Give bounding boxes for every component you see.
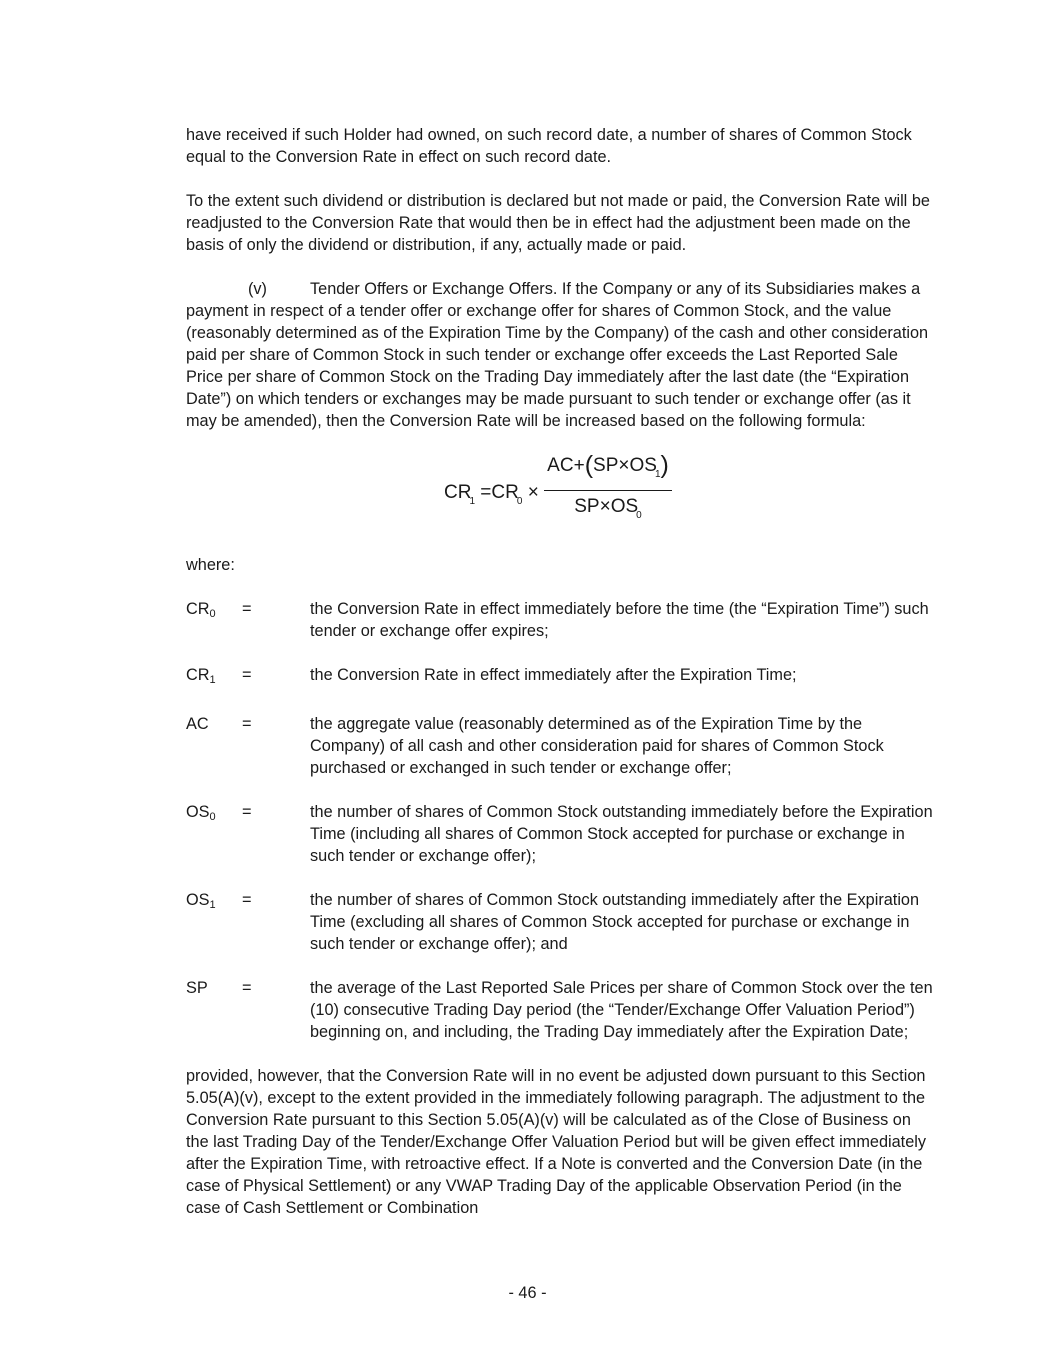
definition-term bbox=[186, 977, 242, 1043]
term-text: AC bbox=[186, 715, 209, 733]
clause-marker: (v) bbox=[248, 280, 267, 298]
term-sub: 0 bbox=[209, 608, 216, 620]
page-number: - 46 - bbox=[508, 1284, 547, 1302]
formula-fraction bbox=[543, 451, 673, 527]
term-text: CR bbox=[186, 600, 210, 618]
num-ac: AC bbox=[547, 455, 574, 476]
term-text: CR bbox=[186, 666, 210, 684]
term-text: OS bbox=[186, 803, 210, 821]
definition-item bbox=[186, 664, 934, 691]
definition-description: the aggregate value (reasonably determined as of the Expiration Time by the Company) of all cash and other consideration paid for shares of Common Stock purchased or exchanged in such tender or exchange offer; bbox=[310, 715, 884, 777]
formula-lhs bbox=[444, 482, 539, 513]
paragraph-tender-offers bbox=[186, 278, 934, 432]
paragraph-proviso: provided, however, that the Conversion Rate will in no event be adjusted down pursuant to this Section 5.05(A)(v), except to the extent provided in the immediately following paragraph. The adjustment to the Conversion Rate pursuant to this Section 5.05(A)(v) will be calculated as of the Close of Business on the last Trading Day of the Tender/Exchange Offer Valuation Period but will be given effect immediately after the Expiration Time, with retroactive effect. If a Note is converted and the Conversion Date (in the case of Physical Settlement) or any VWAP Trading Day of the applicable Observation Period (in the case of Cash Settlement or Combination bbox=[186, 1067, 927, 1217]
formula-denominator bbox=[543, 491, 673, 527]
definitions-list bbox=[186, 598, 934, 1043]
formula-equals: = bbox=[480, 482, 492, 503]
den-os: OS bbox=[610, 496, 639, 517]
num-open-paren: ( bbox=[584, 451, 594, 479]
definition-description: the average of the Last Reported Sale Prices per share of Common Stock over the ten (10) consecutive Trading Day period (the “Tender/Exchange Offer Valuation Period”) beginning on, and including, the Trading Day immediately after the Expiration Date; bbox=[310, 979, 933, 1041]
definition-equals: = bbox=[242, 666, 252, 684]
num-os-sub: 1 bbox=[654, 469, 661, 480]
formula-cr0: CR bbox=[491, 482, 519, 503]
formula-numerator bbox=[543, 451, 673, 490]
definition-description: the number of shares of Common Stock outstanding immediately before the Expiration Time (including all shares of Common Stock accepted for purchase or exchange in such tender or exchange offer); bbox=[310, 803, 933, 865]
num-sp: SP bbox=[593, 455, 619, 476]
definition-term bbox=[186, 598, 242, 642]
definition-description: the number of shares of Common Stock outstanding immediately after the Expiration Time (excluding all shares of Common Stock accepted for purchase or exchange in such tender or exchange offer); and bbox=[310, 891, 920, 953]
where-label: where: bbox=[186, 556, 235, 574]
clause-text: Tender Offers or Exchange Offers. If the Company or any of its Subsidiaries makes a payment in respect of a tender offer or exchange offer for shares of Common Stock, and the value (reasonably determined as of the Expiration Time by the Company) of the cash and other consideration paid per share of Common Stock in such tender or exchange offer exceeds the Last Reported Sale Price per share of Common Stock on the Trading Day immediately after the last date (the “Expiration Date”) on which tenders or exchanges may be made pursuant to such tender or exchange offer (as it may be amended), then the Conversion Rate will be increased based on the following formula: bbox=[186, 280, 929, 430]
term-text: SP bbox=[186, 979, 208, 997]
num-times: × bbox=[618, 455, 630, 476]
term-sub: 0 bbox=[209, 811, 216, 823]
definition-term bbox=[186, 664, 242, 691]
definition-description: the Conversion Rate in effect immediately after the Expiration Time; bbox=[310, 666, 797, 684]
paragraph-record-date: have received if such Holder had owned, on such record date, a number of shares of Common Stock equal to the Conversion Rate in effect on such record date. bbox=[186, 126, 912, 166]
definition-item bbox=[186, 801, 934, 867]
formula-times: × bbox=[527, 482, 539, 503]
conversion-rate-formula bbox=[186, 451, 934, 532]
formula-cr1-sub: 1 bbox=[469, 496, 476, 507]
definition-equals: = bbox=[242, 979, 252, 997]
num-close-paren: ) bbox=[660, 451, 669, 479]
formula-cr0-sub: 0 bbox=[516, 496, 523, 507]
den-sp: SP bbox=[574, 496, 600, 517]
num-os: OS bbox=[629, 455, 657, 476]
definition-item bbox=[186, 889, 934, 955]
definition-equals: = bbox=[242, 891, 252, 909]
term-text: OS bbox=[186, 891, 210, 909]
term-sub: 1 bbox=[209, 899, 216, 911]
document-page bbox=[186, 124, 934, 1219]
definition-equals: = bbox=[242, 715, 252, 733]
paragraph-readjustment: To the extent such dividend or distribution is declared but not made or paid, the Conversion Rate will be readjusted to the Conversion Rate that would then be in effect had the adjustment been made on the basis of only the dividend or distribution, if any, actually made or paid. bbox=[186, 192, 930, 254]
definition-term bbox=[186, 713, 242, 779]
definition-equals: = bbox=[242, 600, 252, 618]
den-os-sub: 0 bbox=[636, 510, 642, 521]
definition-item bbox=[186, 977, 934, 1043]
term-sub: 1 bbox=[209, 674, 216, 686]
definition-description: the Conversion Rate in effect immediately before the time (the “Expiration Time”) such tender or exchange offer expires; bbox=[310, 600, 929, 640]
definition-item bbox=[186, 598, 934, 642]
den-times: × bbox=[599, 496, 611, 517]
definition-equals: = bbox=[242, 803, 252, 821]
formula-cr1: CR bbox=[444, 482, 472, 503]
definition-term bbox=[186, 801, 242, 867]
definition-term bbox=[186, 889, 242, 955]
definition-item bbox=[186, 713, 934, 779]
num-plus: + bbox=[573, 455, 585, 476]
